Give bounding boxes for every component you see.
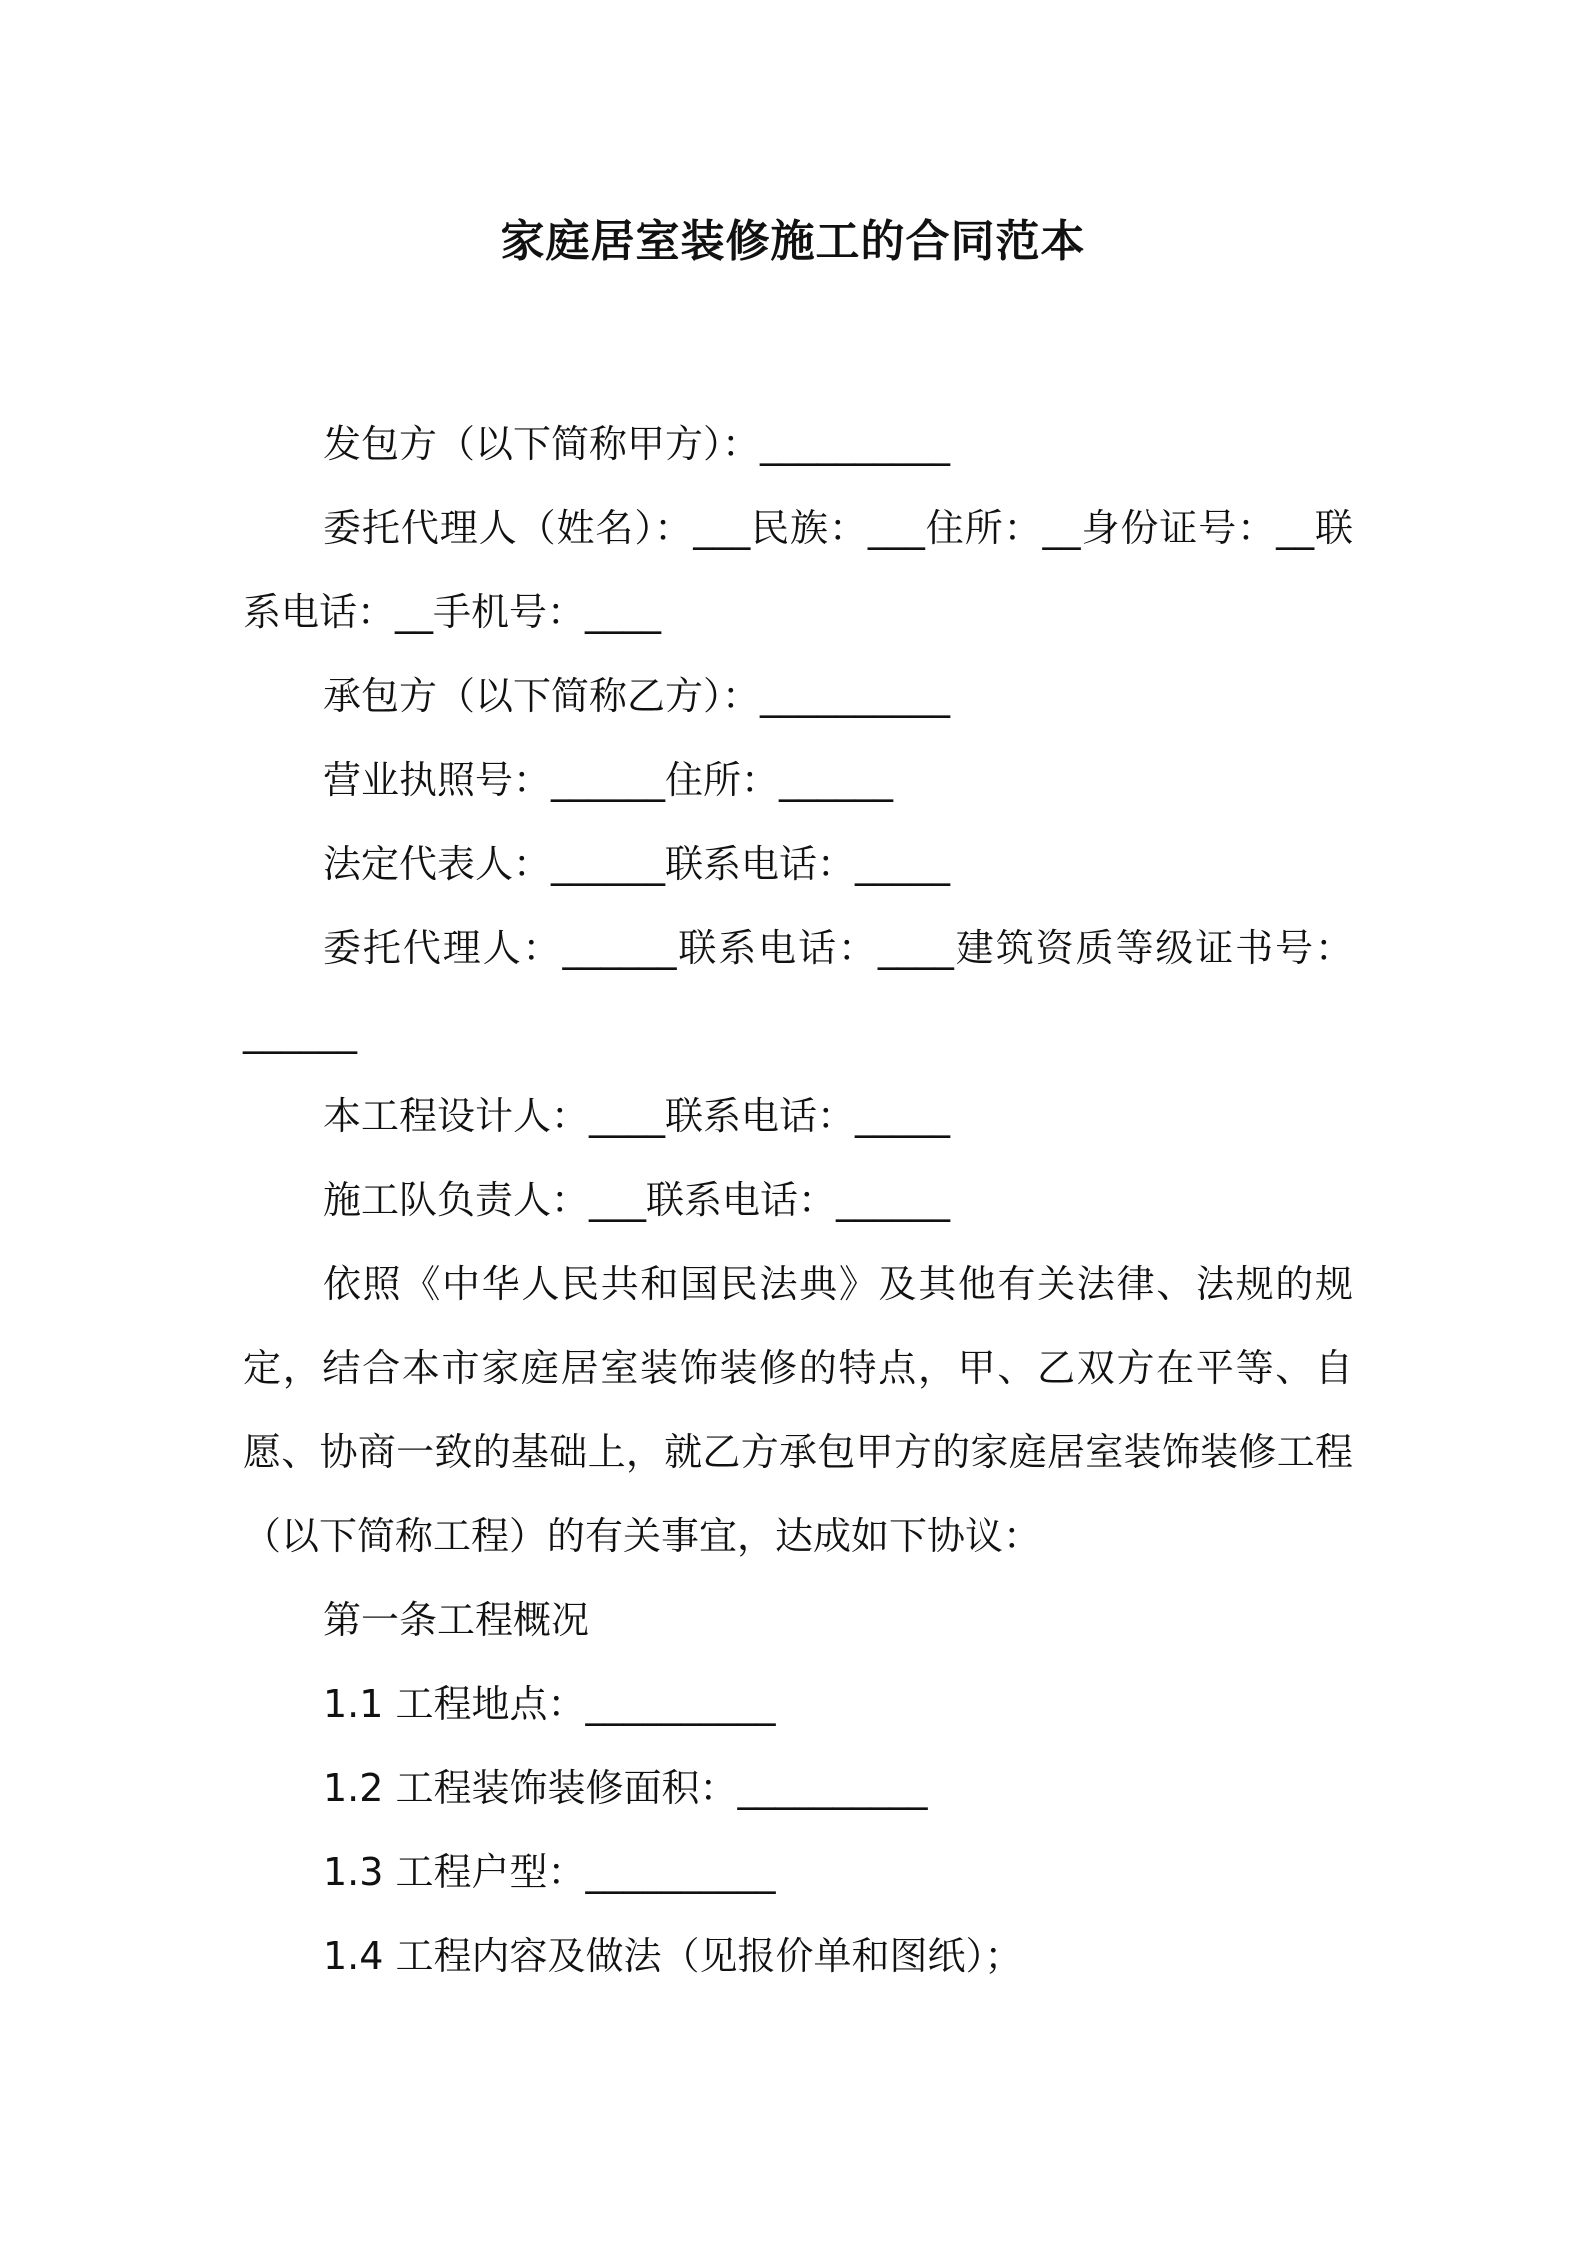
paragraph-clause-1-4: 1.4 工程内容及做法（见报价单和图纸）； bbox=[323, 1934, 1023, 1978]
paragraph-designer: 本工程设计人：____联系电话：_____ bbox=[323, 1094, 951, 1138]
paragraph-legal-representative: 法定代表人：______联系电话：_____ bbox=[323, 842, 951, 886]
document-body bbox=[243, 402, 1353, 1998]
section-heading-article-1: 第一条工程概况 bbox=[323, 1598, 590, 1642]
paragraph-preamble: 依照《中华人民共和国民法典》及其他有关法律、法规的规定，结合本市家庭居室装饰装修的特点，甲、乙双方在平等、自愿、协商一致的基础上，就乙方承包甲方的家庭居室装饰装修工程（以下简称工程）的有关事宜，达成如下协议： bbox=[243, 1262, 1353, 1558]
paragraph-clause-1-2: 1.2 工程装饰装修面积：__________ bbox=[323, 1766, 928, 1810]
paragraph-party-b-agent: 委托代理人：______联系电话：____建筑资质等级证书号：______ bbox=[243, 926, 1353, 1054]
paragraph-clause-1-1: 1.1 工程地点：__________ bbox=[323, 1682, 776, 1726]
paragraph-clause-1-3: 1.3 工程户型：__________ bbox=[323, 1850, 776, 1894]
paragraph-business-license: 营业执照号：______住所：______ bbox=[323, 758, 894, 802]
paragraph-construction-lead: 施工队负责人：___联系电话：______ bbox=[323, 1178, 951, 1222]
paragraph-party-a: 发包方（以下简称甲方）：__________ bbox=[323, 422, 951, 466]
paragraph-party-a-agent: 委托代理人（姓名）：___民族：___住所：__身份证号：__联系电话：__手机号：____ bbox=[243, 506, 1353, 634]
document-title: 家庭居室装修施工的合同范本 bbox=[500, 216, 1086, 267]
paragraph-party-b: 承包方（以下简称乙方）：__________ bbox=[323, 674, 951, 718]
